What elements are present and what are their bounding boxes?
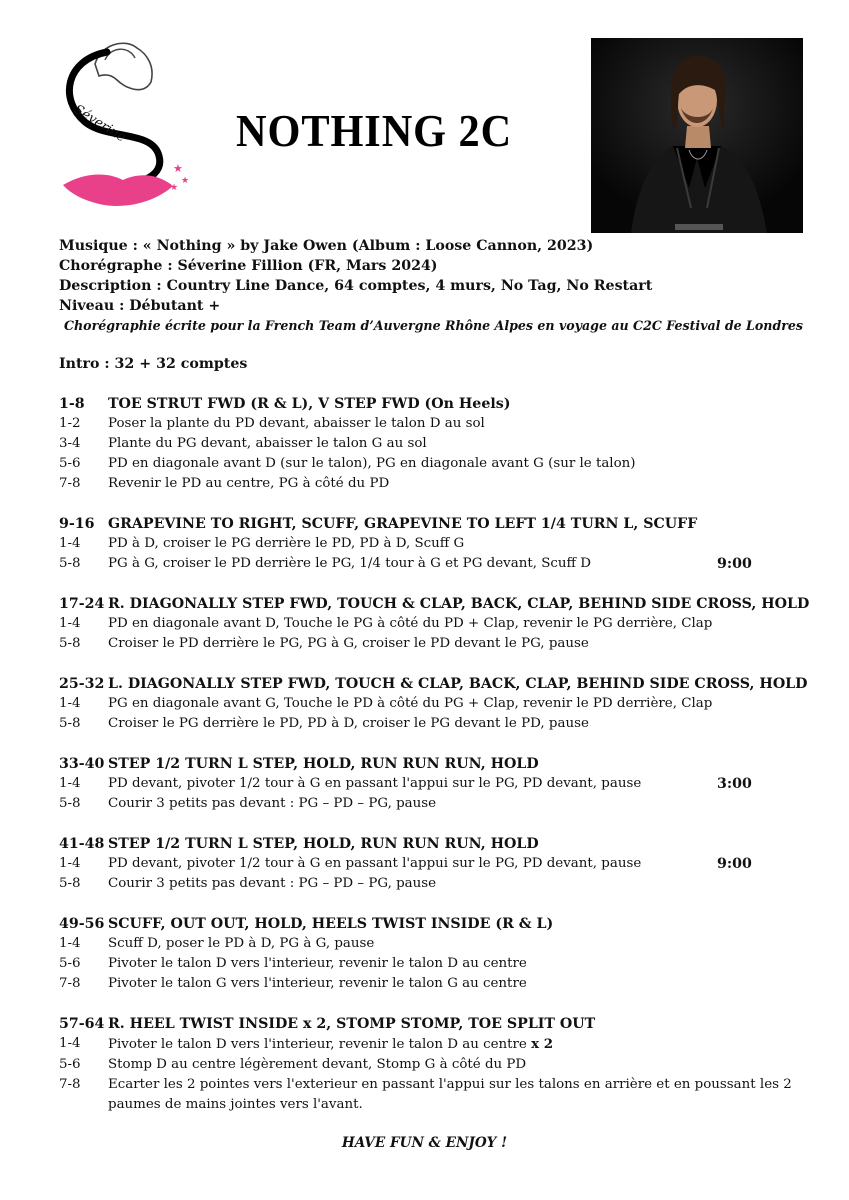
step-row — [59, 634, 819, 654]
section-counts: 1-8 — [59, 396, 85, 412]
step-section — [59, 1014, 819, 1115]
step-description-wrap — [108, 774, 819, 794]
step-count: 7-8 — [59, 476, 81, 491]
description-line: Description : Country Line Dance, 64 comptes, 4 murs, No Tag, No Restart — [59, 278, 653, 294]
step-description: Revenir le PD au centre, PG à côté du PD — [108, 476, 390, 491]
step-count: 1-4 — [59, 856, 81, 871]
step-description: Pivoter le talon D vers l'interieur, revenir le talon D au centre — [108, 956, 527, 971]
step-description: Courir 3 petits pas devant : PG – PD – PG, pause — [108, 876, 437, 891]
step-count: 5-8 — [59, 716, 81, 731]
step-description: Pivoter le talon D vers l'interieur, revenir le talon D au centre — [108, 1037, 527, 1052]
step-row — [59, 774, 819, 794]
step-description: PD à D, croiser le PG derrière le PD, PD à D, Scuff G — [108, 536, 465, 551]
step-description-wrap — [108, 714, 819, 734]
step-section — [59, 394, 819, 494]
section-counts: 9-16 — [59, 516, 95, 532]
step-count: 7-8 — [59, 976, 81, 991]
step-row — [59, 854, 819, 874]
artist-photo — [591, 38, 803, 233]
footer-message: HAVE FUN & ENJOY ! — [341, 1135, 508, 1151]
step-description-wrap — [108, 534, 819, 554]
section-title: R. HEEL TWIST INSIDE x 2, STOMP STOMP, TOE SPLIT OUT — [108, 1016, 596, 1032]
repeat-marker: x 2 — [531, 1036, 554, 1052]
step-count: 1-4 — [59, 696, 81, 711]
step-description: Croiser le PG derrière le PD, PD à D, croiser le PG devant le PD, pause — [108, 716, 589, 731]
step-description-wrap — [108, 694, 819, 714]
section-title: GRAPEVINE TO RIGHT, SCUFF, GRAPEVINE TO LEFT 1/4 TURN L, SCUFF — [108, 516, 698, 532]
section-header — [59, 914, 819, 934]
step-description-wrap — [108, 554, 819, 574]
step-section — [59, 754, 819, 814]
section-header — [59, 1014, 819, 1034]
step-count: 5-8 — [59, 636, 81, 651]
step-description: PG en diagonale avant G, Touche le PD à côté du PG + Clap, revenir le PD derrière, Clap — [108, 696, 713, 711]
step-count: 5-6 — [59, 1057, 81, 1072]
step-row — [59, 414, 819, 434]
section-header — [59, 594, 819, 614]
choreography-note: Chorégraphie écrite pour la French Team d’Auvergne Rhône Alpes en voyage au C2C Festival de Londres — [64, 318, 804, 333]
step-description-wrap — [108, 454, 819, 474]
level-line: Niveau : Débutant + — [59, 298, 221, 314]
step-description-wrap — [108, 474, 819, 494]
intro-line: Intro : 32 + 32 comptes — [59, 356, 248, 372]
section-counts: 33-40 — [59, 756, 105, 772]
step-row — [59, 454, 819, 474]
section-title: TOE STRUT FWD (R & L), V STEP FWD (On Heels) — [108, 396, 511, 412]
step-row — [59, 434, 819, 454]
step-section — [59, 674, 819, 734]
step-description: PD devant, pivoter 1/2 tour à G en passant l'appui sur le PG, PD devant, pause — [108, 776, 642, 791]
step-description-wrap — [108, 1075, 819, 1115]
step-section — [59, 834, 819, 894]
step-row — [59, 534, 819, 554]
section-header — [59, 394, 819, 414]
section-header — [59, 514, 819, 534]
wall-direction: 9:00 — [717, 556, 752, 572]
section-title: STEP 1/2 TURN L STEP, HOLD, RUN RUN RUN, HOLD — [108, 836, 539, 852]
wall-direction: 3:00 — [717, 776, 752, 792]
step-row — [59, 1075, 819, 1115]
step-row — [59, 1034, 819, 1055]
section-header — [59, 754, 819, 774]
step-description: PD en diagonale avant D (sur le talon), PG en diagonale avant G (sur le talon) — [108, 456, 636, 471]
step-description: Plante du PG devant, abaisser le talon G au sol — [108, 436, 427, 451]
step-description-wrap — [108, 854, 819, 874]
step-row — [59, 474, 819, 494]
step-description-wrap — [108, 1055, 819, 1075]
step-row — [59, 794, 819, 814]
step-description-wrap — [108, 1034, 819, 1055]
music-line: Musique : « Nothing » by Jake Owen (Album : Loose Cannon, 2023) — [59, 238, 594, 254]
svg-text:★: ★ — [173, 162, 183, 175]
step-description-wrap — [108, 794, 819, 814]
step-description-wrap — [108, 634, 819, 654]
section-header — [59, 834, 819, 854]
choreographer-line: Chorégraphe : Séverine Fillion (FR, Mars 2024) — [59, 258, 438, 274]
step-count: 5-8 — [59, 796, 81, 811]
step-description: PD devant, pivoter 1/2 tour à G en passant l'appui sur le PG, PD devant, pause — [108, 856, 642, 871]
step-description-wrap — [108, 974, 819, 994]
step-count: 5-6 — [59, 456, 81, 471]
step-description: Pivoter le talon G vers l'interieur, revenir le talon G au centre — [108, 976, 527, 991]
step-row — [59, 554, 819, 574]
step-section — [59, 594, 819, 654]
step-description: Courir 3 petits pas devant : PG – PD – PG, pause — [108, 796, 437, 811]
section-counts: 57-64 — [59, 1016, 105, 1032]
step-row — [59, 614, 819, 634]
step-row — [59, 874, 819, 894]
step-description: Scuff D, poser le PD à D, PG à G, pause — [108, 936, 375, 951]
section-counts: 49-56 — [59, 916, 105, 932]
step-description-wrap — [108, 434, 819, 454]
step-description-wrap — [108, 934, 819, 954]
step-description: Croiser le PD derrière le PG, PG à G, croiser le PD devant le PG, pause — [108, 636, 589, 651]
svg-text:★: ★ — [170, 183, 179, 193]
step-description-wrap — [108, 954, 819, 974]
step-description: Stomp D au centre légèrement devant, Stomp G à côté du PD — [108, 1057, 527, 1072]
step-row — [59, 934, 819, 954]
section-title: STEP 1/2 TURN L STEP, HOLD, RUN RUN RUN, HOLD — [108, 756, 539, 772]
step-count: 1-4 — [59, 936, 81, 951]
step-description: PD en diagonale avant D, Touche le PG à côté du PD + Clap, revenir le PG derrière, Clap — [108, 616, 713, 631]
step-count: 3-4 — [59, 436, 81, 451]
step-count: 5-8 — [59, 556, 81, 571]
step-section — [59, 514, 819, 574]
section-header — [59, 674, 819, 694]
step-count: 5-8 — [59, 876, 81, 891]
step-row — [59, 694, 819, 714]
step-count: 1-4 — [59, 536, 81, 551]
step-count: 7-8 — [59, 1077, 81, 1092]
section-counts: 17-24 — [59, 596, 105, 612]
step-count: 1-4 — [59, 776, 81, 791]
section-counts: 41-48 — [59, 836, 105, 852]
logo-brand-text: Séverine — [71, 102, 129, 146]
step-sections — [59, 394, 819, 1135]
section-title: SCUFF, OUT OUT, HOLD, HEELS TWIST INSIDE (R & L) — [108, 916, 554, 932]
step-row — [59, 1055, 819, 1075]
step-count: 1-2 — [59, 416, 81, 431]
section-title: R. DIAGONALLY STEP FWD, TOUCH & CLAP, BACK, CLAP, BEHIND SIDE CROSS, HOLD — [108, 596, 810, 612]
step-description-wrap — [108, 614, 819, 634]
step-row — [59, 714, 819, 734]
step-count: 1-4 — [59, 616, 81, 631]
step-description: PG à G, croiser le PD derrière le PG, 1/4 tour à G et PG devant, Scuff D — [108, 556, 592, 571]
step-description: Poser la plante du PD devant, abaisser le talon D au sol — [108, 416, 485, 431]
step-description-wrap — [108, 414, 819, 434]
dance-title: NOTHING 2C — [236, 105, 513, 156]
svg-text:★: ★ — [181, 176, 190, 186]
step-section — [59, 914, 819, 994]
step-count: 5-6 — [59, 956, 81, 971]
step-description-wrap — [108, 874, 819, 894]
severine-logo — [55, 30, 205, 215]
step-count: 1-4 — [59, 1036, 81, 1051]
wall-direction: 9:00 — [717, 856, 752, 872]
step-row — [59, 954, 819, 974]
dance-info — [59, 236, 819, 336]
step-row — [59, 974, 819, 994]
section-counts: 25-32 — [59, 676, 105, 692]
step-description: Ecarter les 2 pointes vers l'exterieur en passant l'appui sur les talons en arrière et en poussant les 2 paumes de mains jointes vers l'avant. — [108, 1077, 792, 1112]
section-title: L. DIAGONALLY STEP FWD, TOUCH & CLAP, BACK, CLAP, BEHIND SIDE CROSS, HOLD — [108, 676, 808, 692]
